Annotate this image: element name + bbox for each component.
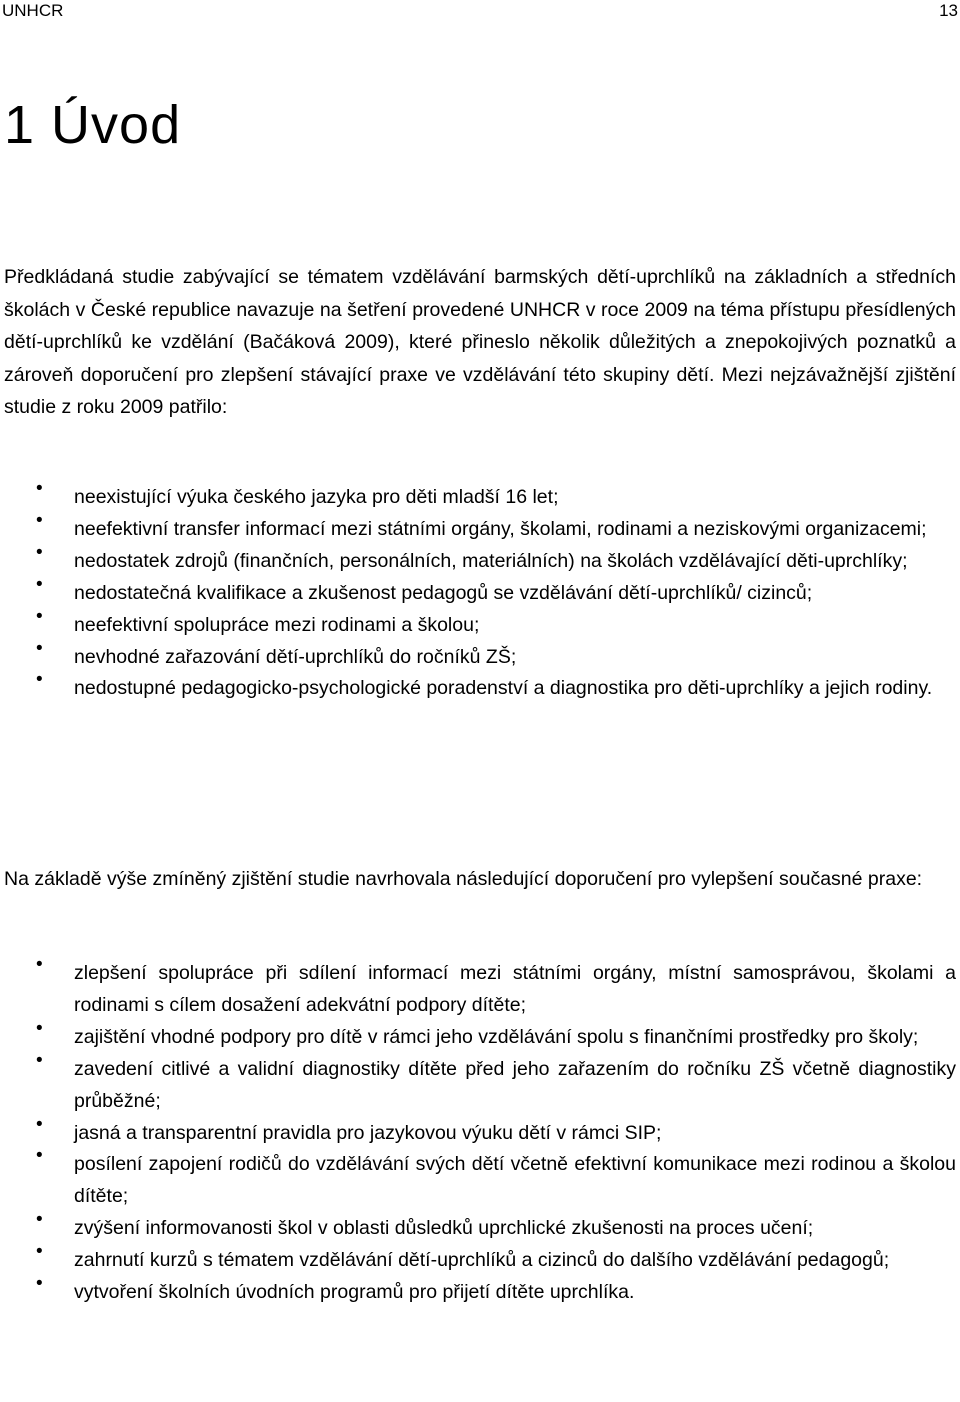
recommendations-item: • vytvoření školních úvodních programů pro přijetí dítěte uprchlíka. — [4, 1277, 956, 1309]
recommendations-item: • zajištění vhodné podpory pro dítě v rámci jeho vzdělávání spolu s finančními prostředky pro školy; — [4, 1022, 956, 1054]
recommendations-list — [4, 958, 956, 1309]
recommendations-item: • zlepšení spolupráce při sdílení informací mezi státními orgány, místní samosprávou, školami a rodinami s cílem dosažení adekvátní podpory dítěte; — [4, 958, 956, 1022]
intro-paragraph: Předkládaná studie zabývající se tématem vzdělávání barmských dětí-uprchlíků na základních a středních školách v České republice navazuje na šetření provedené UNHCR v roce 2009 na téma přístupu přesídlených dětí-uprchlíků ke vzdělání (Bačáková 2009), které přineslo několik důležitých a znepokojivých poznatků a zároveň doporučení pro zlepšení stávající praxe ve vzdělávání této skupiny dětí. Mezi nejzávažnější zjištění studie z roku 2009 patřilo: — [4, 266, 956, 419]
recommendations-item: • posílení zapojení rodičů do vzdělávání svých dětí včetně efektivní komunikace mezi rodinou a školou dítěte; — [4, 1149, 956, 1213]
recommendations-item: • zahrnutí kurzů s tématem vzdělávání dětí-uprchlíků a cizinců do dalšího vzdělávání pedagogů; — [4, 1245, 956, 1277]
findings-item: • nedostatečná kvalifikace a zkušenost pedagogů se vzdělávání dětí-uprchlíků/ cizinců; — [4, 578, 956, 610]
findings-list — [4, 482, 956, 705]
findings-item: • neefektivní spolupráce mezi rodinami a školou; — [4, 610, 956, 642]
findings-item: • neexistující výuka českého jazyka pro děti mladší 16 let; — [4, 482, 956, 514]
findings-item: • nedostatek zdrojů (finančních, personálních, materiálních) na školách vzdělávající děti-uprchlíky; — [4, 546, 956, 578]
recommendations-item: • zavedení citlivé a validní diagnostiky dítěte před jeho zařazením do ročníku ZŠ včetně diagnostiky průběžné; — [4, 1054, 956, 1118]
findings-item: • nedostupné pedagogicko-psychologické poradenství a diagnostika pro děti-uprchlíky a jejich rodiny. — [4, 673, 956, 705]
recommendations-item: • jasná a transparentní pravidla pro jazykovou výuku dětí v rámci SIP; — [4, 1118, 956, 1150]
page-number: 13 — [939, 1, 958, 20]
header-organization: UNHCR — [2, 1, 64, 20]
findings-item: • neefektivní transfer informací mezi státními orgány, školami, rodinami a neziskovými organizacemi; — [4, 514, 956, 546]
running-header — [0, 0, 960, 24]
chapter-title: 1 Úvod — [4, 95, 182, 155]
recommendations-item: • zvýšení informovanosti škol v oblasti důsledků uprchlické zkušenosti na proces učení; — [4, 1213, 956, 1245]
findings-item: • nevhodné zařazování dětí-uprchlíků do ročníků ZŠ; — [4, 642, 956, 674]
proposal-paragraph: Na základě výše zmíněný zjištění studie navrhovala následující doporučení pro vylepšení současné praxe: — [4, 868, 923, 890]
